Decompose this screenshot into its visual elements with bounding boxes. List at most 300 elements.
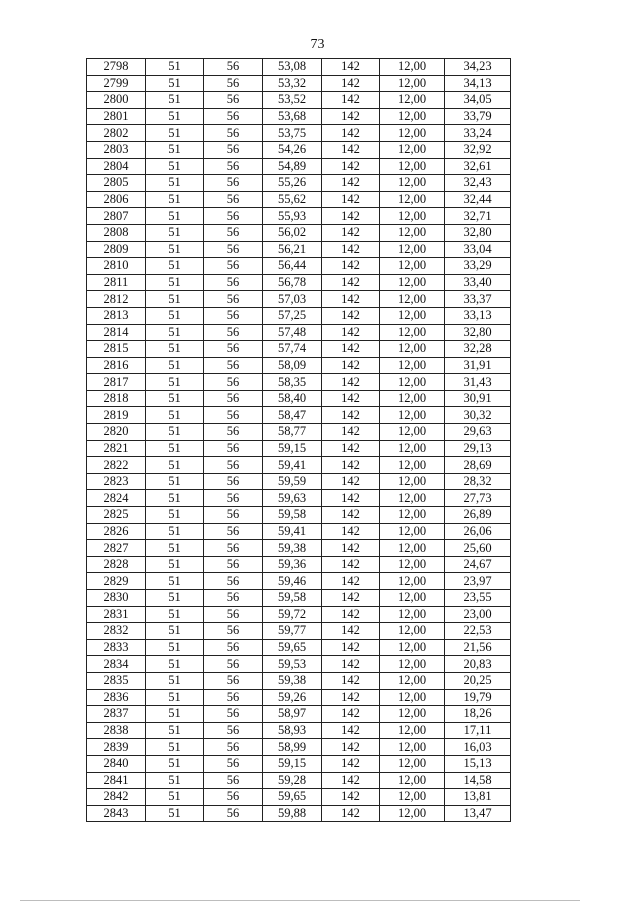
table-cell: 59,53 xyxy=(263,656,322,673)
table-cell: 56 xyxy=(204,755,263,772)
table-cell: 32,92 xyxy=(445,141,511,158)
table-cell: 12,00 xyxy=(380,390,445,407)
table-cell: 12,00 xyxy=(380,274,445,291)
table-cell: 56 xyxy=(204,291,263,308)
table-cell: 2802 xyxy=(87,125,146,142)
table-body xyxy=(87,59,511,822)
table-cell: 2835 xyxy=(87,672,146,689)
table-cell: 59,36 xyxy=(263,556,322,573)
table-cell: 28,69 xyxy=(445,457,511,474)
table-cell: 51 xyxy=(146,307,204,324)
table-cell: 2813 xyxy=(87,307,146,324)
table-cell: 12,00 xyxy=(380,573,445,590)
table-cell: 2843 xyxy=(87,805,146,822)
table-cell: 55,93 xyxy=(263,208,322,225)
table-cell: 58,77 xyxy=(263,424,322,441)
table-cell: 56 xyxy=(204,473,263,490)
table-cell: 32,80 xyxy=(445,324,511,341)
table-row xyxy=(87,540,511,557)
table-cell: 59,59 xyxy=(263,473,322,490)
table-cell: 58,93 xyxy=(263,722,322,739)
table-cell: 2828 xyxy=(87,556,146,573)
table-cell: 12,00 xyxy=(380,755,445,772)
table-cell: 2815 xyxy=(87,341,146,358)
table-cell: 59,65 xyxy=(263,639,322,656)
table-cell: 142 xyxy=(322,141,380,158)
table-cell: 142 xyxy=(322,75,380,92)
table-row xyxy=(87,739,511,756)
table-cell: 56 xyxy=(204,307,263,324)
table-cell: 51 xyxy=(146,141,204,158)
table-cell: 56 xyxy=(204,125,263,142)
table-cell: 2836 xyxy=(87,689,146,706)
page-number: 73 xyxy=(310,37,325,52)
table-cell: 16,03 xyxy=(445,739,511,756)
table-cell: 34,05 xyxy=(445,92,511,109)
table-cell: 21,56 xyxy=(445,639,511,656)
table-row xyxy=(87,141,511,158)
table-cell: 12,00 xyxy=(380,59,445,76)
table-row xyxy=(87,623,511,640)
table-cell: 12,00 xyxy=(380,407,445,424)
table-cell: 56 xyxy=(204,507,263,524)
table-cell: 51 xyxy=(146,755,204,772)
table-cell: 56 xyxy=(204,191,263,208)
table-cell: 14,58 xyxy=(445,772,511,789)
table-cell: 2801 xyxy=(87,108,146,125)
table-cell: 12,00 xyxy=(380,158,445,175)
table-cell: 33,04 xyxy=(445,241,511,258)
table-row xyxy=(87,672,511,689)
table-cell: 12,00 xyxy=(380,623,445,640)
table-cell: 51 xyxy=(146,623,204,640)
table-cell: 59,46 xyxy=(263,573,322,590)
table-row xyxy=(87,755,511,772)
table-cell: 28,32 xyxy=(445,473,511,490)
table-cell: 12,00 xyxy=(380,507,445,524)
table-cell: 23,55 xyxy=(445,590,511,607)
table-cell: 142 xyxy=(322,672,380,689)
table-cell: 56 xyxy=(204,407,263,424)
table-cell: 51 xyxy=(146,789,204,806)
table-row xyxy=(87,639,511,656)
table-cell: 57,25 xyxy=(263,307,322,324)
table-cell: 142 xyxy=(322,208,380,225)
table-cell: 12,00 xyxy=(380,424,445,441)
table-cell: 2832 xyxy=(87,623,146,640)
table-cell: 51 xyxy=(146,440,204,457)
table-cell: 2831 xyxy=(87,606,146,623)
table-cell: 142 xyxy=(322,656,380,673)
table-row xyxy=(87,789,511,806)
table-cell: 142 xyxy=(322,689,380,706)
table-cell: 59,38 xyxy=(263,540,322,557)
table-cell: 51 xyxy=(146,772,204,789)
table-cell: 27,73 xyxy=(445,490,511,507)
table-cell: 12,00 xyxy=(380,689,445,706)
table-cell: 2806 xyxy=(87,191,146,208)
table-row xyxy=(87,507,511,524)
table-cell: 142 xyxy=(322,507,380,524)
table-cell: 56 xyxy=(204,108,263,125)
table-cell: 20,25 xyxy=(445,672,511,689)
table-cell: 2811 xyxy=(87,274,146,291)
table-row xyxy=(87,523,511,540)
data-table xyxy=(86,58,511,822)
table-cell: 57,74 xyxy=(263,341,322,358)
table-cell: 51 xyxy=(146,357,204,374)
table-cell: 2799 xyxy=(87,75,146,92)
table-cell: 59,58 xyxy=(263,590,322,607)
table-cell: 12,00 xyxy=(380,672,445,689)
table-cell: 2824 xyxy=(87,490,146,507)
table-cell: 12,00 xyxy=(380,473,445,490)
table-cell: 58,35 xyxy=(263,374,322,391)
table-cell: 12,00 xyxy=(380,324,445,341)
table-cell: 51 xyxy=(146,291,204,308)
table-cell: 53,32 xyxy=(263,75,322,92)
table-cell: 33,13 xyxy=(445,307,511,324)
table-cell: 51 xyxy=(146,689,204,706)
table-cell: 33,40 xyxy=(445,274,511,291)
table-cell: 17,11 xyxy=(445,722,511,739)
table-cell: 56 xyxy=(204,390,263,407)
table-cell: 13,81 xyxy=(445,789,511,806)
table-cell: 56 xyxy=(204,457,263,474)
table-cell: 142 xyxy=(322,108,380,125)
table-row xyxy=(87,92,511,109)
table-cell: 51 xyxy=(146,805,204,822)
table-cell: 56 xyxy=(204,324,263,341)
table-cell: 12,00 xyxy=(380,805,445,822)
table-cell: 29,13 xyxy=(445,440,511,457)
table-cell: 59,15 xyxy=(263,440,322,457)
table-cell: 142 xyxy=(322,772,380,789)
table-cell: 142 xyxy=(322,457,380,474)
table-cell: 2819 xyxy=(87,407,146,424)
table-row xyxy=(87,689,511,706)
table-cell: 56 xyxy=(204,689,263,706)
table-cell: 24,67 xyxy=(445,556,511,573)
table-cell: 2820 xyxy=(87,424,146,441)
table-cell: 32,61 xyxy=(445,158,511,175)
table-cell: 142 xyxy=(322,755,380,772)
table-cell: 12,00 xyxy=(380,224,445,241)
table-cell: 57,48 xyxy=(263,324,322,341)
table-cell: 12,00 xyxy=(380,457,445,474)
table-cell: 12,00 xyxy=(380,191,445,208)
table-cell: 20,83 xyxy=(445,656,511,673)
table-cell: 56 xyxy=(204,141,263,158)
table-cell: 142 xyxy=(322,357,380,374)
table-cell: 56 xyxy=(204,739,263,756)
table-row xyxy=(87,590,511,607)
table-cell: 56 xyxy=(204,424,263,441)
table-cell: 59,65 xyxy=(263,789,322,806)
table-cell: 2827 xyxy=(87,540,146,557)
table-cell: 12,00 xyxy=(380,241,445,258)
table-cell: 29,63 xyxy=(445,424,511,441)
table-cell: 56,02 xyxy=(263,224,322,241)
table-cell: 56 xyxy=(204,224,263,241)
table-cell: 58,99 xyxy=(263,739,322,756)
table-cell: 12,00 xyxy=(380,341,445,358)
table-cell: 12,00 xyxy=(380,590,445,607)
table-cell: 2817 xyxy=(87,374,146,391)
table-cell: 51 xyxy=(146,490,204,507)
table-cell: 54,89 xyxy=(263,158,322,175)
table-cell: 142 xyxy=(322,407,380,424)
table-cell: 59,15 xyxy=(263,755,322,772)
table-row xyxy=(87,75,511,92)
table-cell: 31,43 xyxy=(445,374,511,391)
table-cell: 56 xyxy=(204,590,263,607)
table-row xyxy=(87,573,511,590)
table-cell: 30,32 xyxy=(445,407,511,424)
table-cell: 12,00 xyxy=(380,75,445,92)
table-cell: 31,91 xyxy=(445,357,511,374)
table-cell: 142 xyxy=(322,324,380,341)
table-row xyxy=(87,307,511,324)
table-cell: 142 xyxy=(322,274,380,291)
table-row xyxy=(87,374,511,391)
table-cell: 142 xyxy=(322,606,380,623)
table-cell: 56 xyxy=(204,540,263,557)
table-cell: 2809 xyxy=(87,241,146,258)
table-cell: 142 xyxy=(322,390,380,407)
table-cell: 56 xyxy=(204,341,263,358)
table-cell: 12,00 xyxy=(380,440,445,457)
table-cell: 2839 xyxy=(87,739,146,756)
table-cell: 51 xyxy=(146,722,204,739)
table-cell: 56 xyxy=(204,258,263,275)
table-cell: 142 xyxy=(322,291,380,308)
table-cell: 56 xyxy=(204,623,263,640)
table-cell: 51 xyxy=(146,92,204,109)
table-cell: 56,44 xyxy=(263,258,322,275)
table-cell: 23,00 xyxy=(445,606,511,623)
table-cell: 56 xyxy=(204,772,263,789)
table-cell: 12,00 xyxy=(380,789,445,806)
table-cell: 12,00 xyxy=(380,523,445,540)
table-cell: 2810 xyxy=(87,258,146,275)
table-cell: 51 xyxy=(146,158,204,175)
table-cell: 56 xyxy=(204,274,263,291)
table-cell: 12,00 xyxy=(380,108,445,125)
table-cell: 56 xyxy=(204,92,263,109)
table-cell: 56,21 xyxy=(263,241,322,258)
table-cell: 142 xyxy=(322,639,380,656)
table-cell: 59,26 xyxy=(263,689,322,706)
table-row xyxy=(87,59,511,76)
table-cell: 56 xyxy=(204,440,263,457)
table-row xyxy=(87,125,511,142)
table-cell: 58,40 xyxy=(263,390,322,407)
table-cell: 34,23 xyxy=(445,59,511,76)
table-cell: 56 xyxy=(204,789,263,806)
table-cell: 51 xyxy=(146,125,204,142)
table-cell: 56 xyxy=(204,523,263,540)
table-row xyxy=(87,357,511,374)
table-cell: 30,91 xyxy=(445,390,511,407)
table-cell: 12,00 xyxy=(380,656,445,673)
table-row xyxy=(87,457,511,474)
table-cell: 51 xyxy=(146,274,204,291)
table-cell: 59,88 xyxy=(263,805,322,822)
table-cell: 59,38 xyxy=(263,672,322,689)
table-row xyxy=(87,440,511,457)
table-row xyxy=(87,722,511,739)
table-cell: 142 xyxy=(322,191,380,208)
table-cell: 51 xyxy=(146,639,204,656)
table-cell: 56 xyxy=(204,59,263,76)
table-row xyxy=(87,274,511,291)
table-row xyxy=(87,490,511,507)
table-cell: 53,52 xyxy=(263,92,322,109)
table-row xyxy=(87,706,511,723)
table-cell: 56 xyxy=(204,805,263,822)
table-cell: 142 xyxy=(322,590,380,607)
table-cell: 142 xyxy=(322,92,380,109)
table-cell: 54,26 xyxy=(263,141,322,158)
table-cell: 58,97 xyxy=(263,706,322,723)
table-cell: 59,77 xyxy=(263,623,322,640)
table-cell: 56 xyxy=(204,656,263,673)
table-cell: 2823 xyxy=(87,473,146,490)
table-cell: 12,00 xyxy=(380,540,445,557)
table-cell: 142 xyxy=(322,805,380,822)
table-cell: 142 xyxy=(322,307,380,324)
table-cell: 53,08 xyxy=(263,59,322,76)
table-cell: 2842 xyxy=(87,789,146,806)
table-cell: 12,00 xyxy=(380,258,445,275)
table-cell: 142 xyxy=(322,440,380,457)
table-cell: 32,71 xyxy=(445,208,511,225)
table-cell: 2826 xyxy=(87,523,146,540)
table-cell: 142 xyxy=(322,473,380,490)
table-cell: 142 xyxy=(322,706,380,723)
table-cell: 51 xyxy=(146,473,204,490)
table-cell: 32,80 xyxy=(445,224,511,241)
table-cell: 142 xyxy=(322,540,380,557)
table-cell: 22,53 xyxy=(445,623,511,640)
table-row xyxy=(87,656,511,673)
table-cell: 2812 xyxy=(87,291,146,308)
table-cell: 26,89 xyxy=(445,507,511,524)
table-cell: 59,41 xyxy=(263,457,322,474)
table-row xyxy=(87,805,511,822)
table-cell: 18,26 xyxy=(445,706,511,723)
table-cell: 56 xyxy=(204,556,263,573)
table-cell: 56 xyxy=(204,208,263,225)
table-cell: 2830 xyxy=(87,590,146,607)
table-cell: 51 xyxy=(146,108,204,125)
table-cell: 51 xyxy=(146,59,204,76)
table-cell: 142 xyxy=(322,556,380,573)
table-cell: 56 xyxy=(204,158,263,175)
table-cell: 2805 xyxy=(87,175,146,192)
table-cell: 2821 xyxy=(87,440,146,457)
table-row xyxy=(87,772,511,789)
table-cell: 2825 xyxy=(87,507,146,524)
table-cell: 51 xyxy=(146,540,204,557)
table-cell: 26,06 xyxy=(445,523,511,540)
table-cell: 33,29 xyxy=(445,258,511,275)
table-cell: 142 xyxy=(322,789,380,806)
table-cell: 2816 xyxy=(87,357,146,374)
table-cell: 2807 xyxy=(87,208,146,225)
table-row xyxy=(87,224,511,241)
table-cell: 56 xyxy=(204,672,263,689)
table-cell: 32,28 xyxy=(445,341,511,358)
table-cell: 12,00 xyxy=(380,374,445,391)
table-cell: 33,37 xyxy=(445,291,511,308)
table-cell: 13,47 xyxy=(445,805,511,822)
table-cell: 51 xyxy=(146,507,204,524)
table-cell: 2840 xyxy=(87,755,146,772)
table-cell: 51 xyxy=(146,208,204,225)
table-cell: 51 xyxy=(146,407,204,424)
table-cell: 59,58 xyxy=(263,507,322,524)
table-cell: 2837 xyxy=(87,706,146,723)
table-cell: 2822 xyxy=(87,457,146,474)
table-cell: 12,00 xyxy=(380,556,445,573)
table-cell: 142 xyxy=(322,224,380,241)
table-cell: 12,00 xyxy=(380,141,445,158)
table-row xyxy=(87,324,511,341)
table-cell: 55,62 xyxy=(263,191,322,208)
table-cell: 142 xyxy=(322,424,380,441)
table-cell: 51 xyxy=(146,590,204,607)
table-cell: 12,00 xyxy=(380,291,445,308)
table-cell: 12,00 xyxy=(380,92,445,109)
table-cell: 2814 xyxy=(87,324,146,341)
table-cell: 51 xyxy=(146,523,204,540)
table-cell: 51 xyxy=(146,324,204,341)
table-cell: 53,75 xyxy=(263,125,322,142)
table-cell: 12,00 xyxy=(380,772,445,789)
table-cell: 51 xyxy=(146,374,204,391)
table-row xyxy=(87,191,511,208)
table-cell: 51 xyxy=(146,175,204,192)
table-cell: 12,00 xyxy=(380,208,445,225)
table-cell: 142 xyxy=(322,125,380,142)
table-cell: 12,00 xyxy=(380,307,445,324)
table-cell: 142 xyxy=(322,623,380,640)
table-cell: 2803 xyxy=(87,141,146,158)
table-cell: 12,00 xyxy=(380,639,445,656)
table-cell: 51 xyxy=(146,341,204,358)
table-cell: 51 xyxy=(146,75,204,92)
table-cell: 142 xyxy=(322,241,380,258)
table-row xyxy=(87,258,511,275)
table-cell: 56 xyxy=(204,75,263,92)
table-cell: 56 xyxy=(204,175,263,192)
table-cell: 51 xyxy=(146,706,204,723)
table-row xyxy=(87,241,511,258)
table-cell: 2808 xyxy=(87,224,146,241)
table-row xyxy=(87,390,511,407)
table-cell: 34,13 xyxy=(445,75,511,92)
table-cell: 59,28 xyxy=(263,772,322,789)
table-cell: 51 xyxy=(146,424,204,441)
table-cell: 51 xyxy=(146,556,204,573)
table-row xyxy=(87,606,511,623)
table-cell: 59,41 xyxy=(263,523,322,540)
table-cell: 142 xyxy=(322,722,380,739)
table-cell: 56 xyxy=(204,374,263,391)
table-cell: 58,09 xyxy=(263,357,322,374)
